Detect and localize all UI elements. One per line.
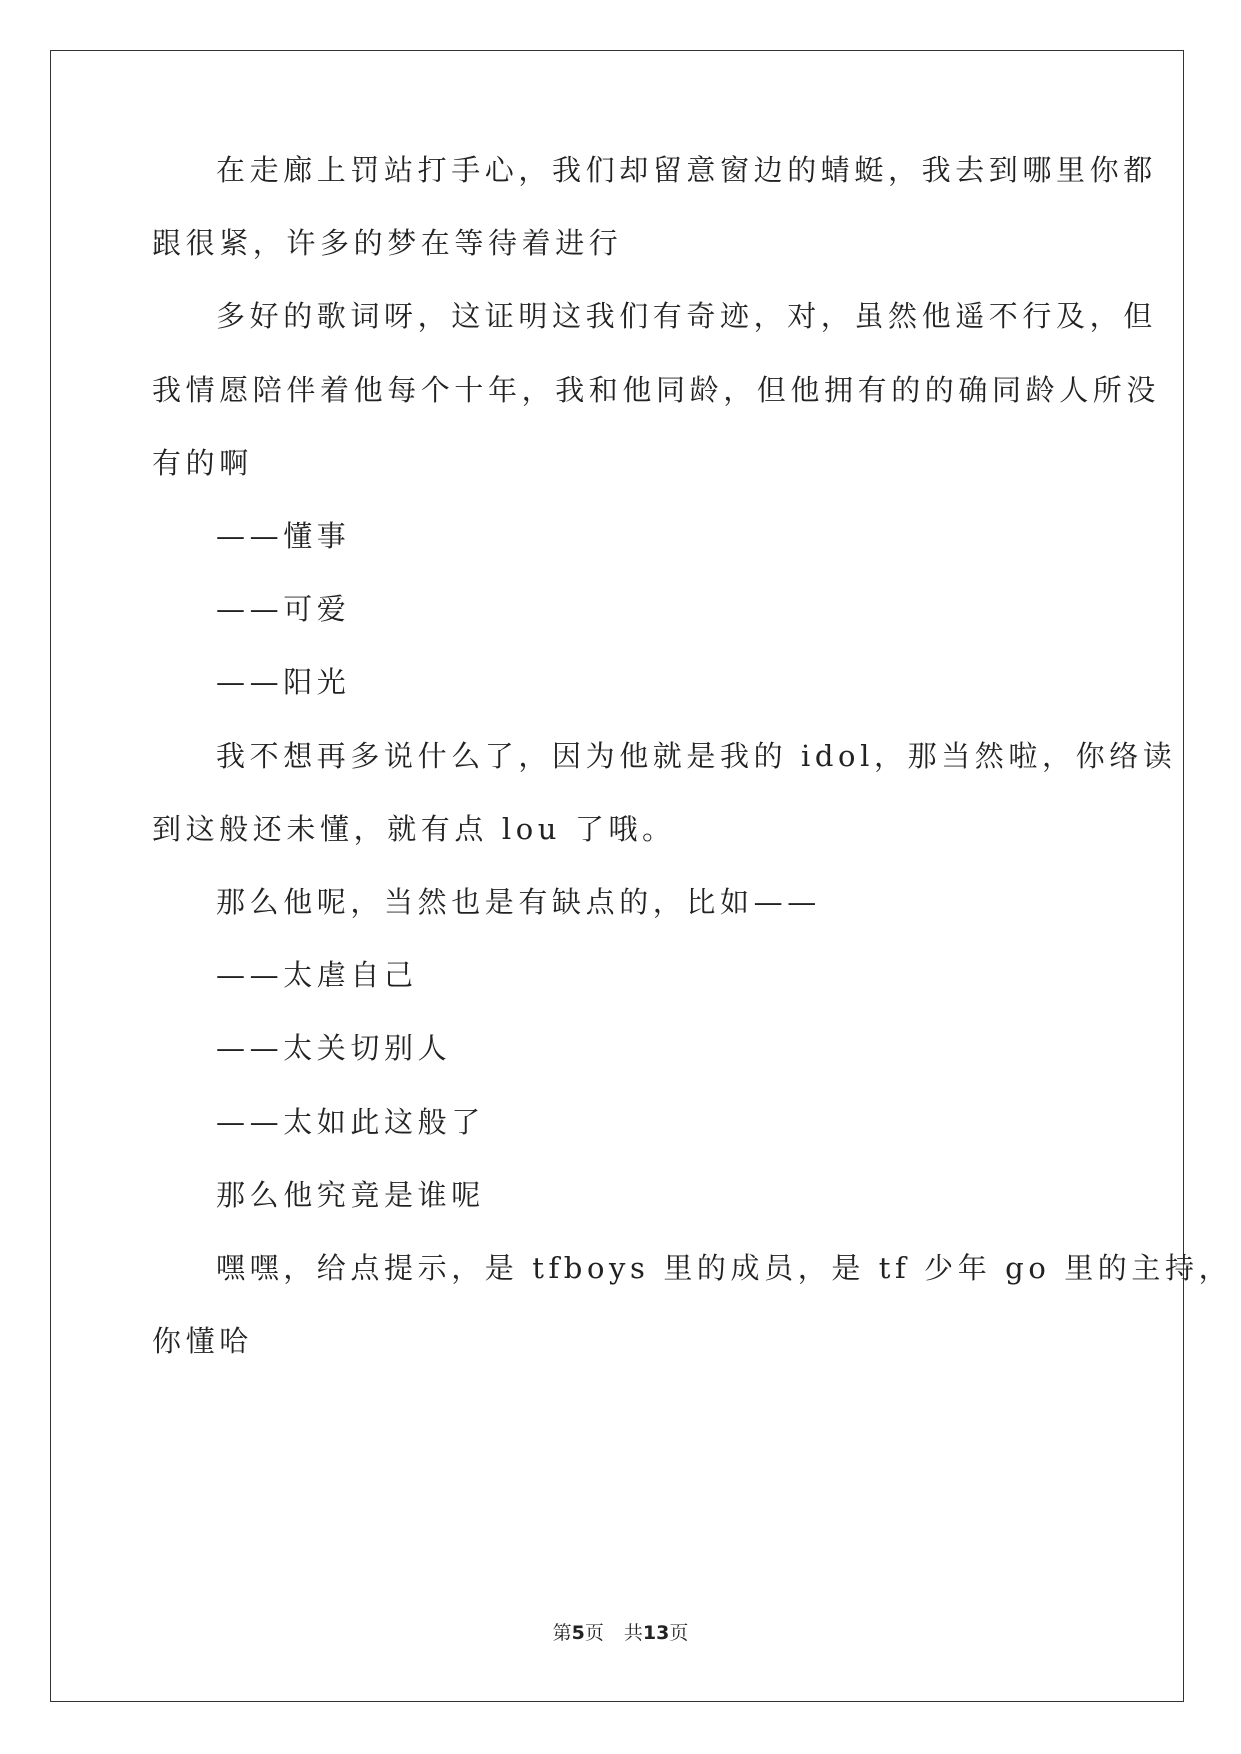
text-line: 到这般还未懂，就有点 lou 了哦。 [152, 811, 676, 846]
page-number: 5 [571, 1622, 585, 1644]
text-line: ——太如此这般了 [216, 1104, 485, 1139]
text-line: ——可爱 [216, 592, 351, 627]
text-line: 跟很紧，许多的梦在等待着进行 [152, 226, 623, 261]
total-pages: 13 [642, 1622, 670, 1644]
text-line: 那么他究竟是谁呢 [216, 1177, 485, 1212]
text-line: ——太虐自己 [216, 958, 418, 993]
text-line: 多好的歌词呀，这证明这我们有奇迹，对，虽然他遥不行及，但 [216, 299, 1157, 334]
text-line: 嘿嘿，给点提示，是 tfboys 里的成员，是 tf 少年 go 里的主持， [216, 1251, 1233, 1285]
total-suffix: 页 [669, 1622, 689, 1644]
text-line: ——阳光 [216, 665, 351, 700]
page-prefix: 第 [552, 1622, 572, 1644]
text-line: 我不想再多说什么了，因为他就是我的 idol，那当然啦，你络读 [216, 738, 1177, 773]
total-prefix: 共 [623, 1622, 643, 1644]
text-line: ——太关切别人 [216, 1031, 452, 1066]
text-line: 你懂哈 [152, 1324, 253, 1359]
text-line: 在走廊上罚站打手心，我们却留意窗边的蜻蜓，我去到哪里你都 [216, 153, 1157, 187]
page-suffix: 页 [584, 1622, 604, 1644]
text-line: 有的啊 [152, 445, 253, 480]
text-line: ——懂事 [216, 519, 351, 553]
text-line: 那么他呢，当然也是有缺点的，比如—— [216, 885, 821, 919]
page-footer [0, 1620, 1241, 1646]
text-line: 我情愿陪伴着他每个十年，我和他同龄，但他拥有的的确同龄人所没 [152, 372, 1161, 407]
